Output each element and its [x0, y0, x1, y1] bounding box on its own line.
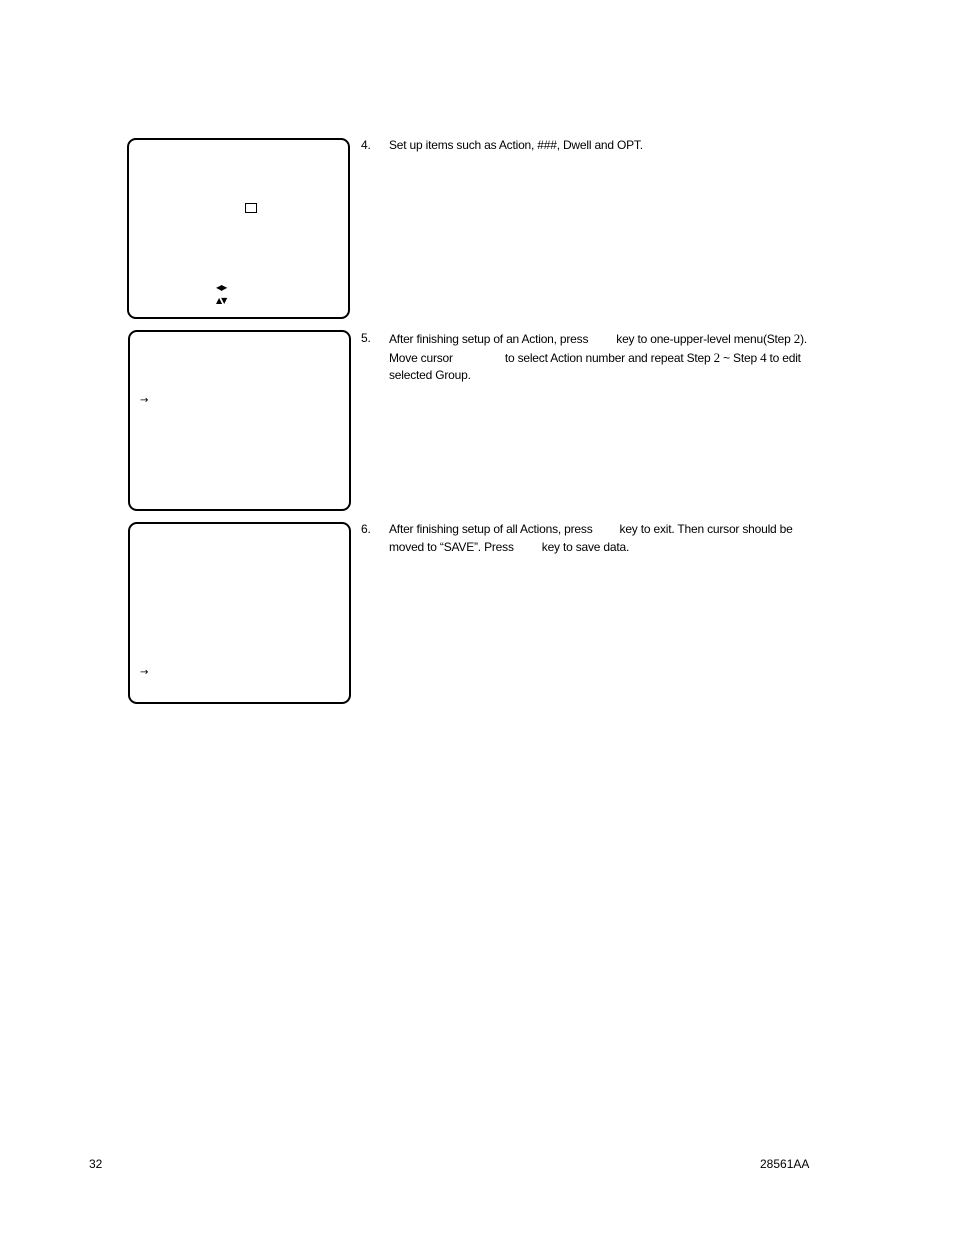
- step-text-fragment: to edit: [769, 350, 801, 365]
- step-text: [389, 521, 821, 556]
- step-line: [389, 349, 821, 368]
- step-text-fragment: ~ Step: [723, 350, 757, 365]
- edit-cursor-box: [245, 203, 257, 213]
- step-number: 6.: [361, 522, 371, 536]
- step-number: 5.: [361, 331, 371, 345]
- step-line: selected Group.: [389, 368, 471, 382]
- step-line: Set up items such as Action, ###, Dwell and OPT.: [389, 138, 643, 152]
- step-text: [389, 137, 821, 155]
- menu-pointer-arrow-icon: →: [140, 395, 149, 406]
- step-line: [389, 521, 821, 539]
- step-text-fragment: moved to “SAVE”. Press: [389, 539, 514, 554]
- document-code: 28561AA: [760, 1157, 810, 1171]
- up-down-arrows-icon: ▲▼: [216, 296, 227, 305]
- step-text: [389, 330, 821, 385]
- step-reference: 2: [713, 349, 720, 365]
- step-text-fragment: key to one-upper-level menu(Step: [616, 332, 791, 346]
- step-line: [389, 330, 821, 349]
- menu-screen-step-5: [128, 330, 351, 511]
- page-number: 32: [89, 1157, 103, 1171]
- menu-screen-step-6: [128, 522, 351, 704]
- step-number: 4.: [361, 138, 371, 152]
- step-text-fragment: to select Action number and repeat Step: [504, 350, 711, 365]
- step-line: [389, 539, 821, 557]
- left-right-arrows-icon: ◀▶: [216, 283, 227, 292]
- menu-screen-step-4: [127, 138, 350, 319]
- step-reference: 2: [793, 331, 801, 346]
- step-text-fragment: ).: [800, 332, 808, 346]
- step-reference: 4: [760, 349, 767, 365]
- step-text-fragment: After finishing setup of an Action, press: [389, 332, 589, 346]
- step-text-fragment: key to save data.: [541, 539, 630, 554]
- step-text-fragment: Move cursor: [389, 350, 453, 365]
- step-text-fragment: After finishing setup of all Actions, press: [389, 522, 593, 536]
- menu-pointer-arrow-icon: →: [140, 667, 149, 678]
- step-text-fragment: key to exit. Then cursor should be: [619, 522, 793, 536]
